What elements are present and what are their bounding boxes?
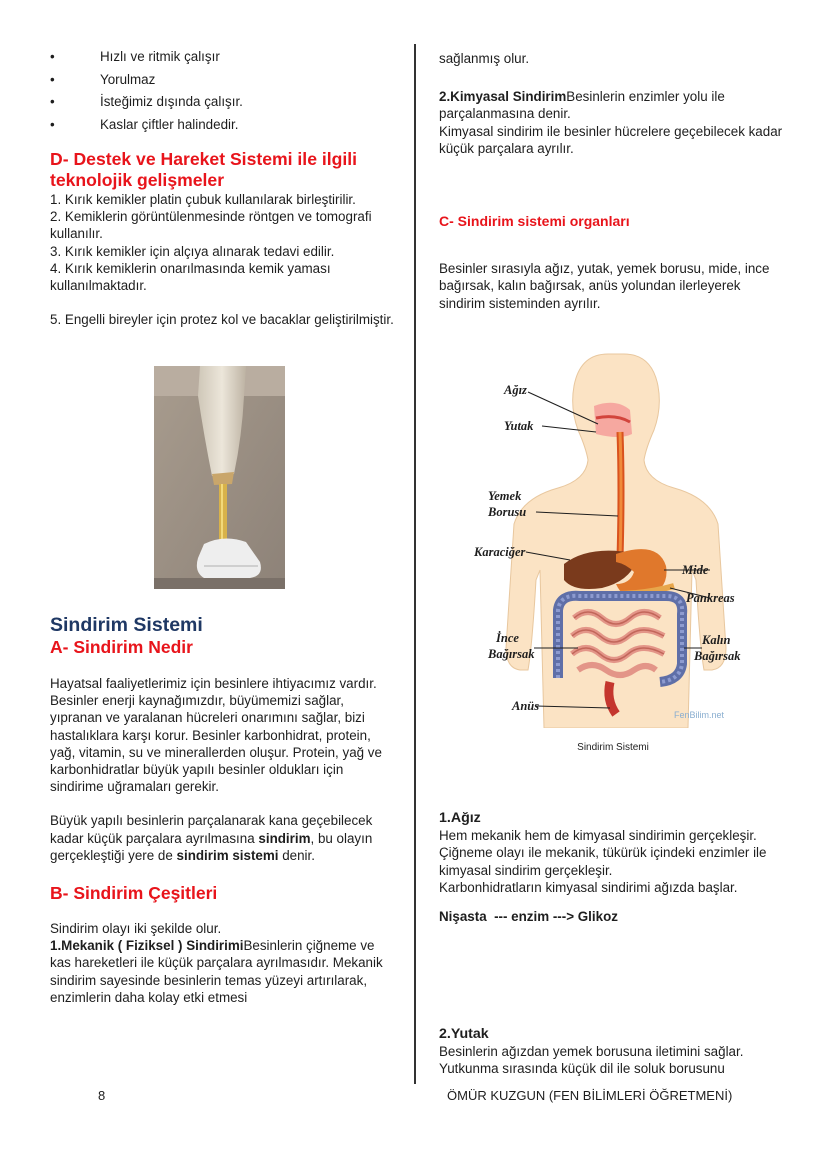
right-column bbox=[439, 50, 787, 312]
list-item: • Yorulmaz bbox=[50, 71, 156, 87]
heading-mouth: 1.Ağız bbox=[439, 810, 481, 826]
watermark: FenBilim.net bbox=[674, 710, 725, 720]
heading-digestion-types: B- Sindirim Çeşitleri bbox=[50, 883, 218, 904]
heading-technology: D- Destek ve Hareket Sistemi ile ilgili teknolojik gelişmeler bbox=[50, 149, 358, 190]
prosthetic-leg-photo bbox=[154, 366, 285, 589]
label-stomach: Mide bbox=[682, 563, 709, 577]
list-item: • Kaslar çiftler halindedir. bbox=[50, 116, 239, 132]
label-small-intestine: Bağırsak bbox=[488, 647, 535, 661]
tech-item-3: 3. Kırık kemikler için alçıya alınarak tedavi edilir. bbox=[50, 243, 335, 259]
starch-formula: Nişasta --- enzim ---> Glikoz bbox=[439, 909, 618, 925]
list-item: • Hızlı ve ritmik çalışır bbox=[50, 49, 220, 64]
paragraph: Çiğneme olayı ile mekanik, tükürük içindeki enzimler ile kimyasal sindirim gerçekleşir. bbox=[439, 845, 767, 878]
paragraph: Besinlerin ağızdan yemek borusuna iletimini sağlar. Yutkunma sırasında küçük dil ile soluk borusunu bbox=[439, 1044, 744, 1077]
label-large-intestine: Bağırsak bbox=[694, 649, 741, 663]
paragraph: Sindirim olayı iki şekilde olur. bbox=[50, 921, 222, 937]
column-divider bbox=[414, 44, 416, 1084]
paragraph: Karbonhidratların kimyasal sindirimi ağızda başlar. bbox=[439, 879, 738, 895]
diagram-caption: Sindirim Sistemi bbox=[577, 742, 649, 753]
heading-pharynx: 2.Yutak bbox=[439, 1026, 489, 1042]
muscle-bullet-list bbox=[50, 46, 394, 136]
mouth-section bbox=[439, 810, 787, 925]
heading-organs: C- Sindirim sistemi organları bbox=[439, 213, 630, 230]
label-mouth: Ağız bbox=[504, 383, 527, 397]
page-number: 8 bbox=[98, 1088, 106, 1103]
left-column bbox=[50, 46, 394, 328]
paragraph: Kimyasal sindirim ile besinler hücrelere geçebilecek kadar küçük parçalara ayrılır. bbox=[439, 123, 783, 156]
paragraph: 1.Mekanik ( Fiziksel ) SindirimiBesinlerin çiğneme ve kas hareketleri ile küçük parçalara ayrılmasıdır. Mekanik sindirim sayesinde besinlerin temas yüzeyi artırılarak, enzimlerin daha kolay etki etmesi bbox=[50, 938, 383, 1005]
label-small-intestine: İnce bbox=[496, 631, 519, 645]
tech-item-1: 1. Kırık kemikler platin çubuk kullanılarak birleştirilir. bbox=[50, 192, 356, 207]
paragraph: Büyük yapılı besinlerin parçalanarak kana geçebilecek kadar küçük parçalara ayrılmasına sindirim, bu olayın gerçekleştiği yere de sindirim sistemi denir. bbox=[50, 813, 373, 863]
list-item: • İsteğimiz dışında çalışır. bbox=[50, 94, 243, 109]
heading-what-is-digestion: A- Sindirim Nedir bbox=[50, 637, 193, 657]
label-pancreas: Pankreas bbox=[686, 591, 735, 605]
label-pharynx: Yutak bbox=[504, 419, 534, 433]
paragraph: Hem mekanik hem de kimyasal sindirimin gerçekleşir. bbox=[439, 828, 757, 844]
tech-item-5: 5. Engelli bireyler için protez kol ve bacaklar geliştirilmiştir. bbox=[50, 312, 394, 328]
tech-item-4: 4. Kırık kemiklerin onarılmasında kemik yaması kullanılmaktadır. bbox=[50, 260, 331, 294]
label-anus: Anüs bbox=[512, 699, 540, 713]
paragraph: Besinler enerji kaynağımızdır, büyümemizi sağlar, yıpranan ve yaralanan hücreleri onarımını sağlar, bizi hastalıklara karşı korur. Besinler karbonhidrat, protein, yağ, vitamin, su ve minerallerden oluşur. Protein, yağ ve karbonhidratlar büyük yapılı besinler oldukları için sindirime uğramaları gerekir. bbox=[50, 693, 382, 795]
label-liver: Karaciğer bbox=[474, 545, 526, 559]
footer-author: ÖMÜR KUZGUN (FEN BİLİMLERİ ÖĞRETMENİ) bbox=[447, 1088, 733, 1103]
paragraph: Hayatsal faaliyetlerimiz için besinlere ihtiyacımız vardır. bbox=[50, 676, 377, 691]
label-esophagus: Yemek bbox=[488, 489, 522, 503]
label-esophagus: Borusu bbox=[488, 505, 527, 519]
digestive-system-diagram bbox=[470, 348, 746, 728]
paragraph: Besinler sırasıyla ağız, yutak, yemek borusu, mide, ince bağırsak, kalın bağırsak, anüs yolundan ilerleyerek sindirim sisteminden ayrılır. bbox=[439, 261, 770, 311]
label-large-intestine: Kalın bbox=[702, 633, 731, 647]
page-title: Sindirim Sistemi bbox=[50, 614, 203, 636]
paragraph: sağlanmış olur. bbox=[439, 51, 530, 66]
paragraph: 2.Kimyasal SindirimBesinlerin enzimler yolu ile parçalanmasına denir. bbox=[439, 89, 725, 122]
tech-item-2: 2. Kemiklerin görüntülenmesinde röntgen ve tomografi kullanılır. bbox=[50, 209, 372, 242]
pharynx-section bbox=[439, 1026, 787, 1078]
digestion-section bbox=[50, 614, 394, 1006]
